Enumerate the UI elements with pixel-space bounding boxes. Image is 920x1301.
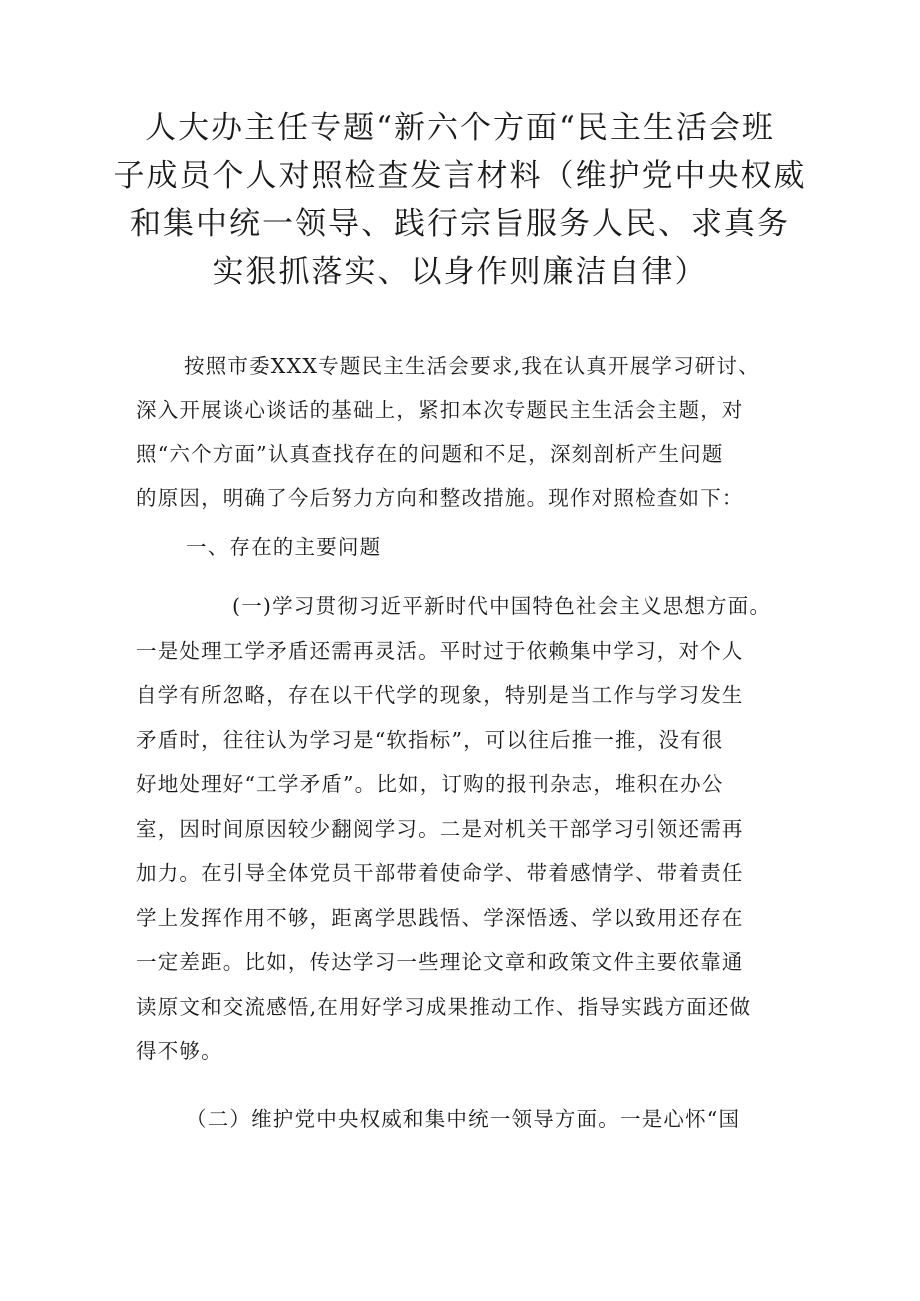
text-line: 深入开展谈心谈话的基础上，紧扣本次专题民主生活会主题，对	[136, 398, 744, 422]
text-line: 的原因，明确了今后努力方向和整改措施。现作对照检查如下：	[136, 486, 744, 510]
text-line: 照“六个方面”认真查找存在的问题和不足，深刻剖析产生问题	[136, 442, 724, 466]
document-title	[110, 104, 810, 296]
title-line: 和集中统一领导、践行宗旨服务人民、求真务	[130, 206, 790, 242]
text-line: 一是处理工学矛盾还需再灵活。平时过于依赖集中学习，对个人	[136, 639, 744, 663]
title-line: 人大办主任专题“新六个方面“民主生活会班	[145, 110, 775, 146]
section-heading: 一、存在的主要问题	[186, 535, 382, 559]
text-line: (一)学习贯彻习近平新时代中国特色社会主义思想方面。	[232, 594, 772, 618]
text-line: 自学有所忽略，存在以干代学的现象，特别是当工作与学习发生	[136, 683, 744, 707]
title-line: 子成员个人对照检查发言材料（维护党中央权威	[113, 158, 807, 194]
subsection-2-first-line: （二）维护党中央权威和集中统一领导方面。一是心怀“国	[186, 1107, 741, 1131]
text-line: 室，因时间原因较少翻阅学习。二是对机关干部学习引领还需再	[136, 817, 744, 841]
text-line: 一定差距。比如，传达学习一些理论文章和政策文件主要依靠通	[136, 950, 744, 974]
text-line: 学上发挥作用不够，距离学思践悟、学深悟透、学以致用还存在	[136, 906, 744, 930]
title-line: 实狠抓落实、以身作则廉洁自律）	[212, 254, 708, 290]
text-line: 读原文和交流感悟,在用好学习成果推动工作、指导实践方面还做	[136, 995, 752, 1019]
text-line: 按照市委XXX专题民主生活会要求,我在认真开展学习研讨、	[184, 354, 760, 378]
text-line: 矛盾时，往往认为学习是“软指标”，可以往后推一推，没有很	[136, 728, 724, 752]
text-line: 好地处理好“工学矛盾”。比如，订购的报刊杂志，堆积在办公	[136, 772, 724, 796]
text-line: 得不够。	[136, 1039, 223, 1063]
text-line: 加力。在引导全体党员干部带着使命学、带着感情学、带着责任	[136, 861, 744, 885]
